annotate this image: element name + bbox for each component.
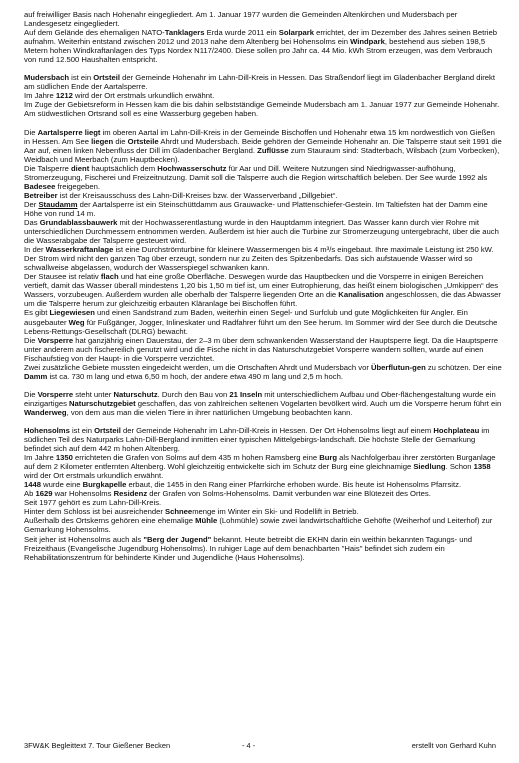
bold-text-run: Siedlung bbox=[413, 462, 446, 472]
bold-text-run: Grundablassbauwerk bbox=[39, 217, 118, 227]
text-run: ist der Kreisausschuss des Lahn-Dill-Kreises bzw. der Wasserverband „Dillgebiet“. bbox=[57, 190, 338, 200]
text-run: Ahrdt und Mudersbach. Beide gehören der Gemeinde Hohenahr an. Die Talsperre staut seit 1991 die Aar auf, einen linken Nebenfluss der Dill im Gladenbacher Bergland. bbox=[24, 136, 502, 155]
bold-text-run: Liegewiesen bbox=[49, 308, 95, 318]
text-run: für Aar und Dill. Weitere Nutzungen sind Niedrigwasser-aufhöhung, Stromerzeugung, Fischerei und Freizeitnutzung. Damit soll die Talsperre auch die Region wirtschaftlich beleben. Der See wurde 1992 als bbox=[24, 163, 488, 182]
text-run: Erda wurde 2011 ein bbox=[204, 28, 279, 38]
text-run: Der bbox=[24, 199, 39, 209]
bold-text-run: Weg bbox=[68, 317, 85, 327]
text-run: der Grafen von Solms-Hohensolms. Damit verbunden war eine Blütezeit des Ortes. bbox=[147, 489, 431, 499]
bold-text-run: 1212 bbox=[55, 91, 73, 101]
paragraph-spacer bbox=[24, 64, 502, 73]
text-run: bekannt. Heute betreibt die EKHN darin ein weithin bekannten Tagungs- und Freizeithaus (Evangelische Jugendburg Hohensolms). In ruhiger Lage auf dem benachbarten "Hais" befindet sich zudem ein Rehabilitationszentrum für behinderte Kinder und Jugendliche (Haus Hohensolms). bbox=[24, 534, 472, 562]
text-run: Zwei zusätzliche Gebiete mussten eingedeicht werden, um die Ortschaften Ahrdt und Mudersbach vor bbox=[24, 362, 371, 372]
bold-text-run: 1448 bbox=[24, 480, 41, 490]
text-run: , bestehend aus sieben 198,5 Metern hohen Windkraftanlagen des Typs Nordex N117/2400. Diese sollen pro Jahr ca. 44 Mio. kWh Strom erzeugen, was dem Verbrauch von rund 12.500 Haushalten entspricht. bbox=[24, 37, 493, 65]
bold-text-run: Burgkapelle bbox=[82, 480, 127, 490]
text-run: Seit 1977 gehört es zum Lahn-Dill-Kreis. bbox=[24, 498, 162, 508]
bold-text-run: Wanderweg bbox=[24, 407, 67, 417]
text-run: als Nachfolgerbau ihrer zerstörten Burganlage auf dem 2 Kilometer entfernten Altenberg. Wohl gleichzeitig entwickelte sich im Schutz der Burg eine gleichnamige bbox=[24, 453, 496, 472]
bold-text-run: Zuflüsse bbox=[257, 145, 289, 155]
bold-text-run: Mudersbach bbox=[24, 73, 70, 83]
text-run: hat ganzjährig einen Dauerstau, der 2–3 m über dem schwankenden Wasserstand der Hauptsperre liegt. Da die Hauptsperre unter anderem auch fischereilich genutzt wird und die Fische nicht in das Naturschutzgebiet Vorsperre wandern sollten, wurde auf einen Fischaufstieg von der Haupt- in die Vorsperre verzichtet. bbox=[24, 335, 498, 363]
bold-text-run: Residenz bbox=[113, 489, 148, 499]
bold-text-run: Burg bbox=[319, 453, 338, 463]
text-run: mit der Hochwasserentlastung wurde in den Hauptdamm integriert. Das Wasser kann durch vier Rohre mit unterschiedlichen Durchmessern entnommen werden. Außerdem ist hier auch die Turbine zur Stromerzeugung untergebracht, über die auch die Wasserabgabe der Talsperre gesteuert wird. bbox=[24, 217, 499, 246]
text-run: Im Jahre bbox=[24, 453, 56, 463]
text-run: Ab bbox=[24, 489, 36, 499]
paragraph-spacer bbox=[24, 417, 502, 426]
bold-text-run: Überflutun-gen bbox=[370, 362, 426, 372]
bold-text-run: Wasserkraftanlage bbox=[45, 245, 114, 255]
text-run: , von dem aus man die vielen Tiere in ihrer natürlichen Umgebung beobachten kann. bbox=[66, 407, 353, 417]
bold-text-run: Hohensolms bbox=[24, 425, 70, 435]
text-run: hauptsächlich dem bbox=[89, 163, 158, 173]
text-run: Die Talsperre bbox=[24, 163, 71, 173]
bold-text-run: Vorsperre bbox=[37, 389, 74, 399]
text-run: zum Stauraum sind: Stadterbach, Wilsbach (zum Vorbecken), Weidbach und Meerbach (zum Hauptbecken). bbox=[24, 145, 500, 164]
footer-author: erstellt von Gerhard Kuhn bbox=[411, 741, 496, 750]
bold-text-run: Betreiber bbox=[24, 190, 58, 200]
bold-text-run: Naturschutzgebiet bbox=[69, 398, 136, 408]
bold-text-run: 1358 bbox=[473, 462, 491, 472]
bold-text-run: Aartalsperre liegt bbox=[37, 127, 101, 137]
bold-text-run: Staudamm bbox=[38, 199, 78, 209]
bold-text-run: flach bbox=[100, 272, 119, 282]
text-run: Auf dem Gelände des ehemaligen NATO- bbox=[24, 28, 165, 38]
paragraph-hohensolms bbox=[24, 426, 502, 562]
footer-document-title: 3FW&K Begleittext 7. Tour Gießener Becken bbox=[24, 741, 171, 750]
text-run: Die bbox=[24, 335, 38, 345]
bold-text-run: 21 Inseln bbox=[229, 389, 263, 399]
text-run: ist ein bbox=[69, 73, 94, 83]
bold-text-run: Naturschutz bbox=[113, 389, 158, 399]
bold-text-run: dient bbox=[71, 163, 90, 173]
bold-text-run: Kanalisation bbox=[338, 290, 384, 300]
text-run: freigegeben. bbox=[55, 181, 101, 191]
paragraph-aartalsperre bbox=[24, 128, 502, 381]
bold-text-run: Windpark bbox=[350, 37, 385, 47]
text-run: und einen Sandstrand zum Baden, weiterhin einen Segel- und Surfclub und gute Möglichkeiten für Angler. Ein ausgebauter bbox=[24, 308, 468, 327]
text-run: Es gibt bbox=[24, 308, 50, 318]
document-body bbox=[24, 10, 502, 562]
text-run: Hinter dem Schloss ist bei ausreichender bbox=[24, 507, 165, 517]
text-run: wird der Ort erstmals urkundlich erwähnt. bbox=[72, 91, 215, 101]
text-run: Im Jahre bbox=[24, 91, 56, 101]
bold-text-run: Ortsteil bbox=[93, 73, 120, 83]
bold-text-run: "Berg der Jugend" bbox=[143, 534, 212, 544]
text-run: ist eine Durchströmturbine für kleinere Wassermengen bis 4 m³/s eingebaut. Ihre maximale Leistung ist 250 kW. Der Strom wird nicht den ganzen Tag über erzeugt, sondern nur zu Zeiten des Spitzenbedarfs. Das sich aufstauende Wasser wird so schwallweise abgelassen, wodurch der Wasserspiegel schwanken kann. bbox=[24, 245, 494, 273]
paragraph-hohenahr-energy bbox=[24, 10, 502, 64]
text-run: Außerhalb des Ortskerns gehören eine ehemalige bbox=[24, 516, 196, 526]
text-run: der Aartalsperre ist ein Steinschüttdamm aus Grauwacke- und Plattenschiefer-Gestein. Im Taltiefsten hat der Damm eine Höhe von rund 14 m. bbox=[24, 199, 488, 218]
text-run: steht unter bbox=[73, 389, 114, 399]
text-run: (Lohmühle) sowie zwei landwirtschaftliche Gehöfte (Weiherhof und Leiterhof) zur Gemarkung Hohensolms. bbox=[24, 516, 493, 535]
bold-text-run: Hochwasserschutz bbox=[157, 163, 227, 173]
bold-text-run: Damm bbox=[24, 371, 48, 381]
paragraph-spacer bbox=[24, 119, 502, 128]
bold-text-run: 1350 bbox=[55, 453, 73, 463]
text-run: errichteten die Grafen von Solms auf dem 435 m hohen Ramsberg eine bbox=[72, 453, 320, 463]
text-run: ist ein bbox=[69, 425, 95, 435]
bold-text-run: 1629 bbox=[35, 489, 53, 499]
bold-text-run: Hochplateau bbox=[433, 425, 480, 435]
text-run: Im Zuge der Gebietsreform in Hessen kam die bis dahin selbstständige Gemeinde Mudersbach am 1. Januar 1977 zur Gemeinde Hohenahr. Am südwestlichen Ortsrand soll es eine Wasserburg gegeben haben. bbox=[24, 100, 500, 119]
text-run: geschaffen, das von zahlreichen seltenen Vogelarten bevölkert wird. Auch um die Vorsperre herum führt ein bbox=[135, 398, 502, 408]
bold-text-run: Vorsperre bbox=[37, 335, 74, 345]
bold-text-run: Schnee bbox=[165, 507, 193, 517]
text-run: wurde eine bbox=[41, 480, 83, 490]
bold-text-run: Mühle bbox=[195, 516, 218, 526]
text-run: Mudersbach per Landesgesetz eingegliedert. bbox=[24, 10, 458, 29]
text-run: die bbox=[113, 136, 128, 146]
paragraph-spacer bbox=[24, 381, 502, 390]
text-run: zu schützen. Der eine bbox=[425, 362, 502, 372]
text-run: mit unterschiedlichem Aufbau und Ober-flächengestaltung wurde ein einzigartiges bbox=[24, 389, 496, 408]
bold-text-run: Tanklagers bbox=[164, 28, 205, 38]
bold-text-run: Ortsteil bbox=[94, 425, 121, 435]
text-run: ist ca. 730 m lang und etwa 6,50 m hoch, der andere etwa 490 m lang und 2,5 m hoch. bbox=[47, 371, 343, 381]
text-run: wird der Ort erstmals urkundlich erwähnt. bbox=[24, 471, 164, 481]
text-run: Die bbox=[24, 127, 38, 137]
text-run: angeschlossen, die das Abwasser um die Talsperre herum zur gleichzeitig erbauten Kläranlage bei Bischoffen führt. bbox=[24, 290, 501, 309]
bold-text-run: Solarpark bbox=[278, 28, 314, 38]
text-run: errichtet, der im Dezember des Jahres seinen Betrieb aufnahm. Weiterhin entstand zwischen 2012 und 2013 nahe dem Altenberg bei Hohensolms ein bbox=[24, 28, 498, 47]
bold-text-run: Badesee bbox=[24, 181, 56, 191]
text-run: erbaut, die 1455 in den Rang einer Pfarrkirche erhoben wurde. Bis heute ist Hohensolms Pfarrsitz. bbox=[126, 480, 462, 490]
text-run: Seit jeher ist Hohensolms auch als bbox=[24, 534, 144, 544]
text-run: Die bbox=[24, 389, 38, 399]
text-run: im oberen Aartal im Lahn-Dill-Kreis in der Gemeinde Bischoffen und Hohenahr etwa 15 km nordwestlich von Gießen in Hessen. Am See bbox=[24, 127, 495, 146]
paragraph-vorsperre bbox=[24, 390, 502, 417]
paragraph-mudersbach bbox=[24, 73, 502, 118]
text-run: der Gemeinde Hohenahr im Lahn-Dill-Kreis in Hessen. Das Straßendorf liegt im Gladenbacher Bergland direkt am südlichen Ende der Aartalsperre. bbox=[24, 73, 495, 92]
text-run: auf freiwilliger Basis nach Hohenahr eingegliedert. Am 1. Januar 1977 wurden die Gemeinden Altenkirchen und bbox=[24, 10, 400, 19]
text-run: Das bbox=[24, 217, 40, 227]
text-run: . Durch den Bau von bbox=[157, 389, 230, 399]
text-run: menge im Winter ein Ski- und Rodellift in Betrieb. bbox=[192, 507, 359, 517]
text-run: der Gemeinde Hohenahr im Lahn-Dill-Kreis in Hessen. Der Ort Hohensolms liegt auf einem bbox=[120, 425, 434, 435]
text-run: . Schon bbox=[445, 462, 474, 472]
text-run: Der Stausee ist relativ bbox=[24, 272, 101, 282]
text-run: im südlichen Teil des Naturparks Lahn-Dill-Bergland inmitten einer typischen Mittelgebirgs-landschaft. Die höchste Stelle der Gemarkung befindet sich auf dem 442 m hohen Altenberg. bbox=[24, 425, 490, 454]
text-run: war Hohensolms bbox=[52, 489, 114, 499]
footer-page-number: - 4 - bbox=[242, 741, 256, 750]
text-run: und hat eine große Oberfläche. Deswegen wurde das Hauptbecken und die Vorsperre in einigen Bereichen vertieft, damit das Wasser überall mindestens 1,20 bis 1,50 m tief ist, um einer Eutrophierung, das heißt einem biologischen „Umkippen“ des Wassers, vorzubeugen. Außerdem wurden alle oberhalb der Talsperre liegenden Orte an die bbox=[24, 272, 499, 300]
text-run: für Fußgänger, Jogger, Inlineskater und Radfahrer führt um den See herum. Im Sommer wird der See durch die Deutsche Lebens-Rettungs-Gesellschaft (DLRG) bewacht. bbox=[24, 317, 498, 336]
bold-text-run: liegen bbox=[91, 136, 114, 146]
bold-text-run: Ortsteile bbox=[127, 136, 159, 146]
text-run: In der bbox=[24, 245, 46, 255]
